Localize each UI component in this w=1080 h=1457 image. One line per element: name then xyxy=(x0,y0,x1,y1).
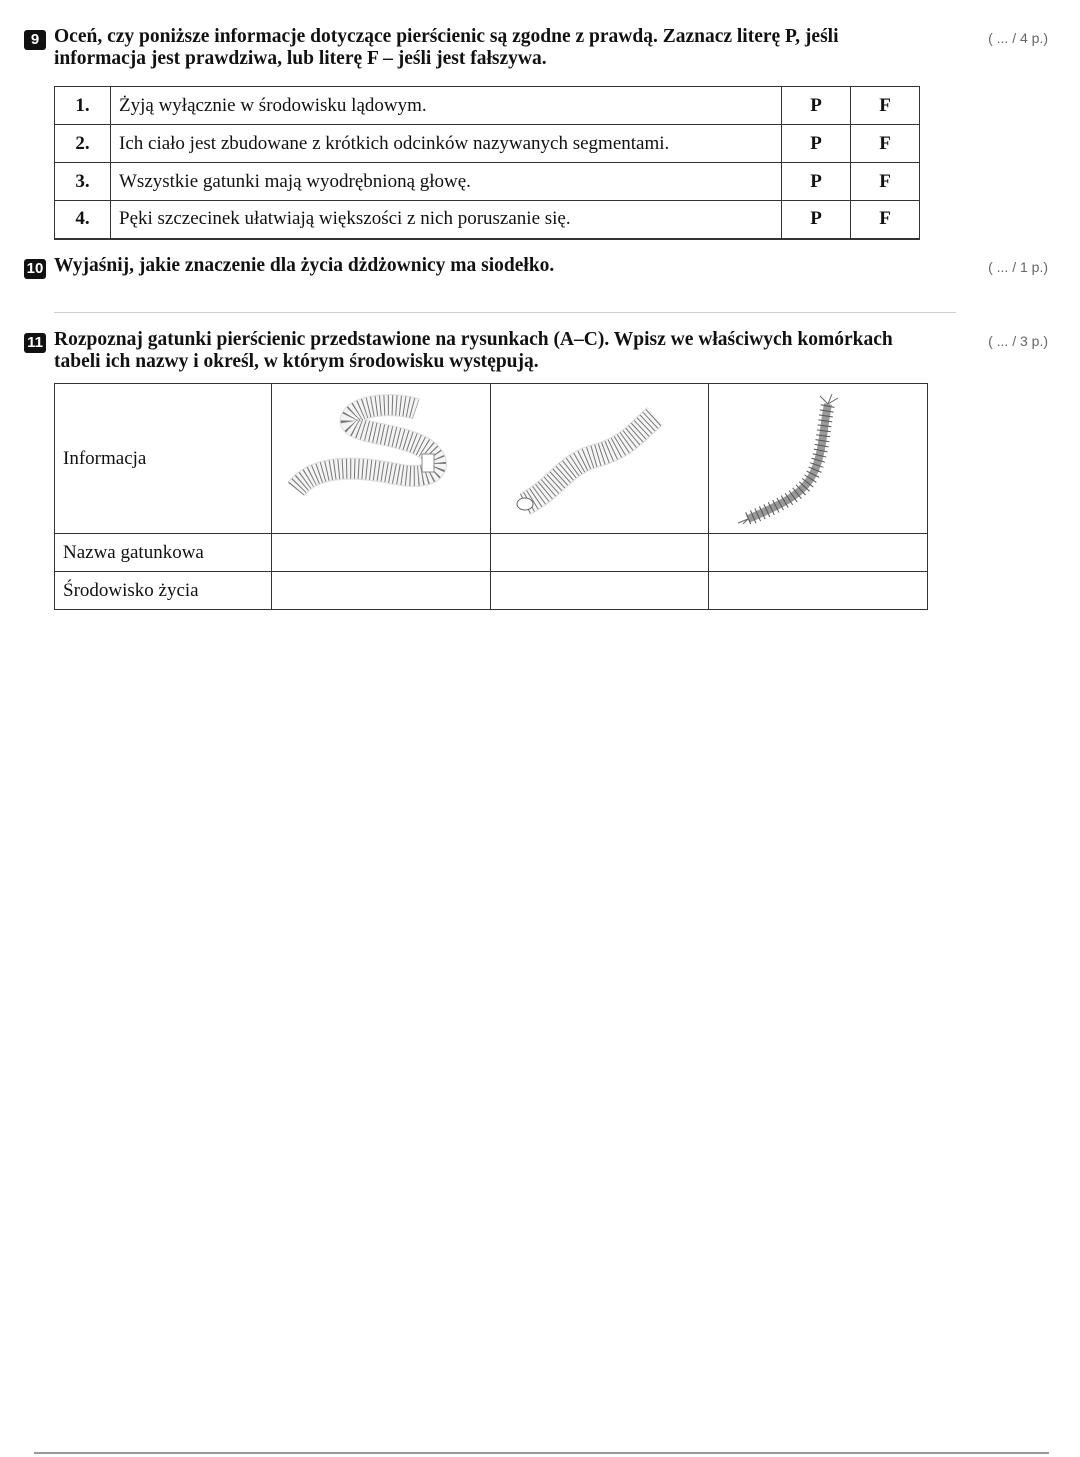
task-11 xyxy=(24,329,1054,373)
row-label-info: Informacja xyxy=(55,384,272,534)
task-10-question: Wyjaśnij, jakie znaczenie dla życia dżdżownicy ma siodełko. xyxy=(54,255,555,276)
statement-text: Pęki szczecinek ułatwiają większości z nich poruszanie się. xyxy=(111,201,782,239)
answer-cell[interactable] xyxy=(272,534,491,572)
earthworm-drawing xyxy=(286,394,476,524)
true-option[interactable]: P xyxy=(782,163,851,201)
task-10 xyxy=(24,255,1054,277)
answer-cell[interactable] xyxy=(490,572,709,610)
row-number: 2. xyxy=(55,125,111,163)
image-cell-a xyxy=(272,384,491,534)
row-label-habitat: Środowisko życia xyxy=(55,572,272,610)
statement-text: Ich ciało jest zbudowane z krótkich odcinków nazywanych segmentami. xyxy=(111,125,782,163)
false-option[interactable]: F xyxy=(851,201,920,239)
task-9-question: Oceń, czy poniższe informacje dotyczące pierścienic są zgodne z prawdą. Zaznacz literę P, jeśli informacja jest prawdziwa, lub literę F – jeśli jest fałszywa. xyxy=(54,26,839,69)
true-option[interactable]: P xyxy=(782,201,851,239)
task-number-badge: 10 xyxy=(24,259,46,279)
table-row xyxy=(55,534,928,572)
image-cell-b xyxy=(490,384,709,534)
table-row xyxy=(55,125,920,163)
row-number: 1. xyxy=(55,87,111,125)
answer-cell[interactable] xyxy=(709,534,928,572)
task-9-header xyxy=(24,26,1054,70)
table-row xyxy=(55,572,928,610)
row-number: 4. xyxy=(55,201,111,239)
task-number-badge: 9 xyxy=(24,30,46,50)
statement-text: Wszystkie gatunki mają wyodrębnioną głowę. xyxy=(111,163,782,201)
task-10-header xyxy=(24,255,1054,277)
answer-cell[interactable] xyxy=(272,572,491,610)
false-option[interactable]: F xyxy=(851,125,920,163)
statement-text: Żyją wyłącznie w środowisku lądowym. xyxy=(111,87,782,125)
task-11-question: Rozpoznaj gatunki pierścienic przedstawione na rysunkach (A–C). Wpisz we właściwych komórkach tabeli ich nazwy i określ, w którym środowisku występują. xyxy=(54,329,893,372)
table-row xyxy=(55,384,928,534)
table-row xyxy=(55,163,920,201)
task-9-points: ( ... / 4 p.) xyxy=(988,30,1048,46)
leech-drawing xyxy=(505,394,695,524)
row-label-species-name: Nazwa gatunkowa xyxy=(55,534,272,572)
answer-line[interactable] xyxy=(54,312,956,313)
table-row xyxy=(55,201,920,239)
row-number: 3. xyxy=(55,163,111,201)
table-row xyxy=(55,87,920,125)
task-11-points: ( ... / 3 p.) xyxy=(988,333,1048,349)
true-false-table xyxy=(54,86,920,240)
task-11-header xyxy=(24,329,1054,373)
task-9 xyxy=(24,26,1054,70)
bottom-rule xyxy=(34,1452,1049,1454)
task-number-badge: 11 xyxy=(24,333,46,353)
task-10-points: ( ... / 1 p.) xyxy=(988,259,1048,275)
true-option[interactable]: P xyxy=(782,125,851,163)
answer-cell[interactable] xyxy=(490,534,709,572)
nereis-drawing xyxy=(723,394,913,524)
species-table xyxy=(54,383,928,610)
true-option[interactable]: P xyxy=(782,87,851,125)
image-cell-c xyxy=(709,384,928,534)
answer-cell[interactable] xyxy=(709,572,928,610)
false-option[interactable]: F xyxy=(851,163,920,201)
false-option[interactable]: F xyxy=(851,87,920,125)
